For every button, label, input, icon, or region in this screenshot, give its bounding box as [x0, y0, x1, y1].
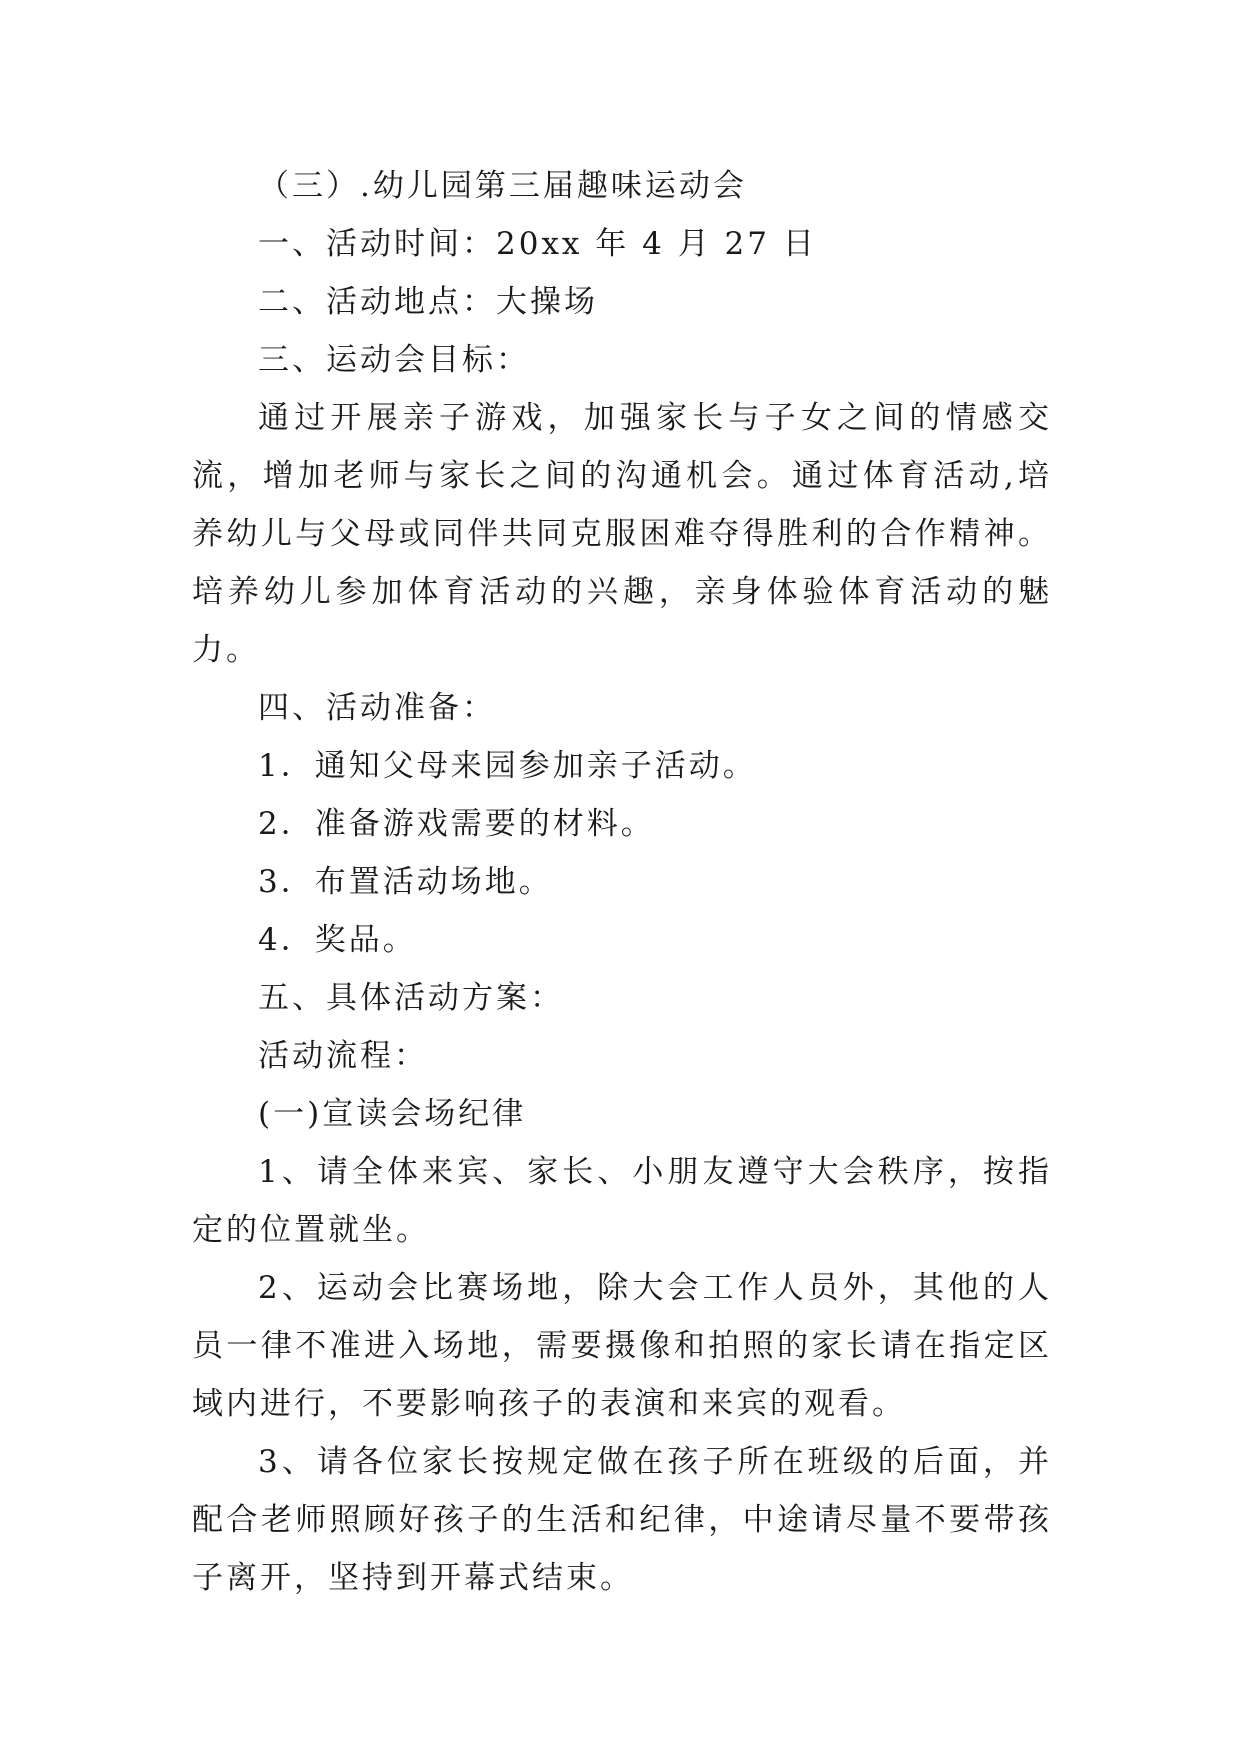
activity-time: 一、活动时间：20xx 年 4 月 27 日 — [258, 226, 817, 262]
rule-item-2: 2、运动会比赛场地，除大会工作人员外，其他的人员一律不准进入场地，需要摄像和拍照的家长请在指定区域内进行，不要影响孩子的表演和来宾的观看。 — [192, 1270, 1052, 1422]
preparation-item-1: 1．通知父母来园参加亲子活动。 — [258, 748, 757, 784]
section-title: （三）.幼儿园第三届趣味运动会 — [258, 168, 747, 204]
preparation-item-2: 2．准备游戏需要的材料。 — [258, 806, 655, 842]
preparation-item-3: 3．布置活动场地。 — [258, 864, 553, 900]
preparation-item-4: 4．奖品。 — [258, 922, 417, 958]
goals-paragraph: 通过开展亲子游戏，加强家长与子女之间的情感交流，增加老师与家长之间的沟通机会。通过体育活动,培养幼儿与父母或同伴共同克服困难夺得胜利的合作精神。培养幼儿参加体育活动的兴趣，亲身体验体育活动的魅力。 — [192, 400, 1052, 668]
rules-heading: (一)宣读会场纪律 — [258, 1096, 527, 1132]
document-body — [192, 157, 1052, 1607]
rule-item-3: 3、请各位家长按规定做在孩子所在班级的后面，并配合老师照顾好孩子的生活和纪律，中途请尽量不要带孩子离开，坚持到开幕式结束。 — [192, 1444, 1052, 1596]
rule-item-1: 1、请全体来宾、家长、小朋友遵守大会秩序，按指定的位置就坐。 — [192, 1154, 1052, 1248]
plan-heading: 五、具体活动方案： — [258, 980, 564, 1016]
process-heading: 活动流程： — [258, 1038, 428, 1074]
goals-heading: 三、运动会目标： — [258, 342, 530, 378]
preparation-heading: 四、活动准备： — [258, 690, 496, 726]
activity-location: 二、活动地点：大操场 — [258, 284, 598, 320]
